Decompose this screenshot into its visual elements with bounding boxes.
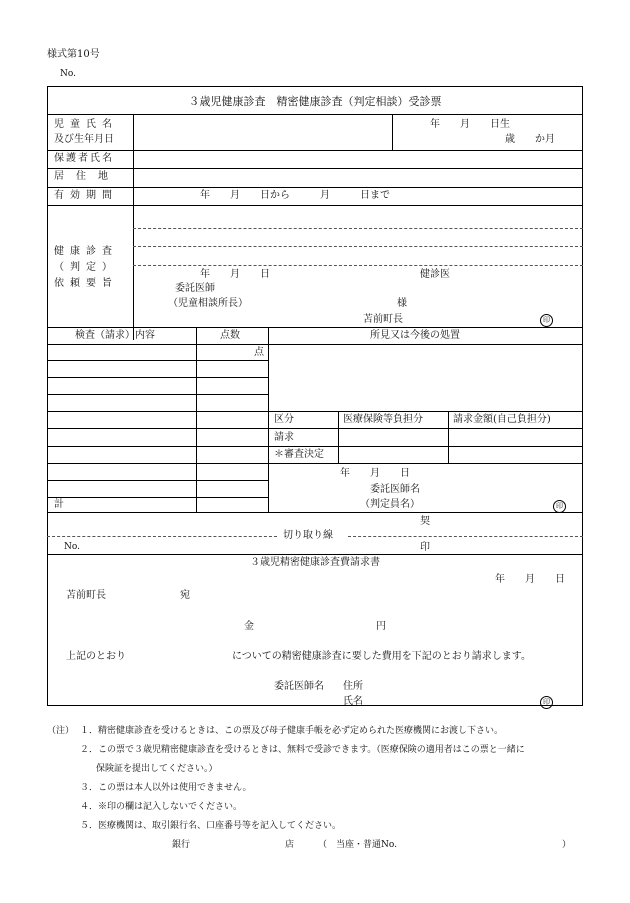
child-name-label: 児童氏名 (54, 119, 118, 130)
note-item: ２．この票で３歳児精密健康診査を受けるときは、無料で受診できます。（医療保険の適用者はこの票と一緒に (80, 745, 525, 755)
request-label-2: （判定） (54, 262, 118, 273)
invoice-address: 住所 (343, 681, 363, 692)
seal-icon: 印 (540, 696, 553, 709)
request-date[interactable]: 年 月 日 (200, 269, 270, 280)
bank-label: 銀行 (172, 840, 191, 850)
form-number: 様式第10号 (47, 49, 100, 60)
invoice-body: についての精密健康診査に要した費用を下記のとおり請求します。 (232, 651, 531, 662)
exam-doctor-name: 委託医師名 (370, 484, 420, 495)
cut-no-label: No. (64, 542, 80, 552)
cut-line-label: 切り取り線 (283, 530, 333, 541)
address-label: 居住地 (54, 171, 120, 182)
birth-date-field[interactable]: 年 月 日生 (430, 119, 510, 130)
review-label: ＊審査決定 (274, 449, 324, 460)
note-item: ４．※印の欄は記入しないでください。 (80, 802, 243, 812)
kubun-label: 区分 (274, 414, 294, 425)
col-findings-header: 所見又は今後の処置 (370, 330, 460, 341)
guardian-label: 保護者氏名 (54, 153, 114, 164)
cut-in-label: 印 (420, 542, 430, 553)
birthdate-label: 及び生年月日 (54, 134, 114, 145)
mayor-label: 苫前町長 (363, 314, 403, 325)
validity-label: 有効期間 (54, 190, 118, 201)
request-label-1: 健康診査 (54, 246, 118, 257)
validity-value[interactable]: 年 月 日から 月 日まで (200, 190, 390, 201)
col-content-header: 検査（請求）内容 (75, 330, 155, 341)
commissioned-doctor: 委託医師 (175, 283, 215, 294)
form-frame (47, 86, 583, 706)
points-unit: 点 (254, 347, 264, 358)
note-item: ３．この票は本人以外は使用できません。 (80, 783, 252, 793)
clinic-doctor: 健診医 (420, 269, 450, 280)
seal-icon: 印 (553, 500, 566, 513)
invoice-doctor: 委託医師名 (274, 681, 324, 692)
request-label-3: 依頼要旨 (54, 278, 118, 289)
invoice-above: 上記のとおり (66, 651, 126, 662)
note-item: ５．医療機関は、取引銀行名、口座番号等を記入してください。 (80, 821, 342, 831)
invoice-name: 氏名 (343, 696, 363, 707)
kei-label: 契 (420, 516, 430, 527)
invoice-date[interactable]: 年 月 日 (495, 574, 565, 585)
branch-label: 店 (285, 840, 295, 850)
col-points-header: 点数 (220, 330, 240, 341)
self-pay-label: 請求金額(自己負担分) (453, 414, 551, 425)
insurance-label: 医療保険等負担分 (343, 414, 423, 425)
invoice-yen: 円 (376, 621, 386, 632)
note-item: １．精密健康診査を受けるときは、この票及び母子健康手帳を必ず定められた医療機関にお渡し下さい。 (80, 726, 504, 736)
seal-icon: 印 (540, 314, 553, 327)
sama-label: 様 (397, 298, 407, 309)
note-item: 保険証を提出してください。） (96, 764, 218, 774)
child-center: （児童相談所長） (168, 298, 248, 309)
form-no-label: No. (60, 69, 76, 79)
page-title: ３歳児健康診査 精密健康診査（判定相談）受診票 (188, 95, 442, 108)
account-close: ） (562, 840, 572, 850)
exam-judge-name: （判定員名） (360, 499, 420, 510)
account-label: （ 当座・普通No. (318, 840, 397, 850)
notes-label: （注） (47, 726, 75, 736)
claim-label: 請求 (274, 432, 294, 443)
total-label: 計 (54, 499, 64, 510)
exam-date[interactable]: 年 月 日 (340, 468, 410, 479)
invoice-kin: 金 (244, 621, 254, 632)
age-field[interactable]: 歳 か月 (505, 134, 555, 145)
invoice-mayor: 苫前町長 (66, 590, 106, 601)
invoice-ate: 宛 (180, 590, 190, 601)
invoice-title: ３歳児精密健康診査費請求書 (250, 557, 380, 568)
